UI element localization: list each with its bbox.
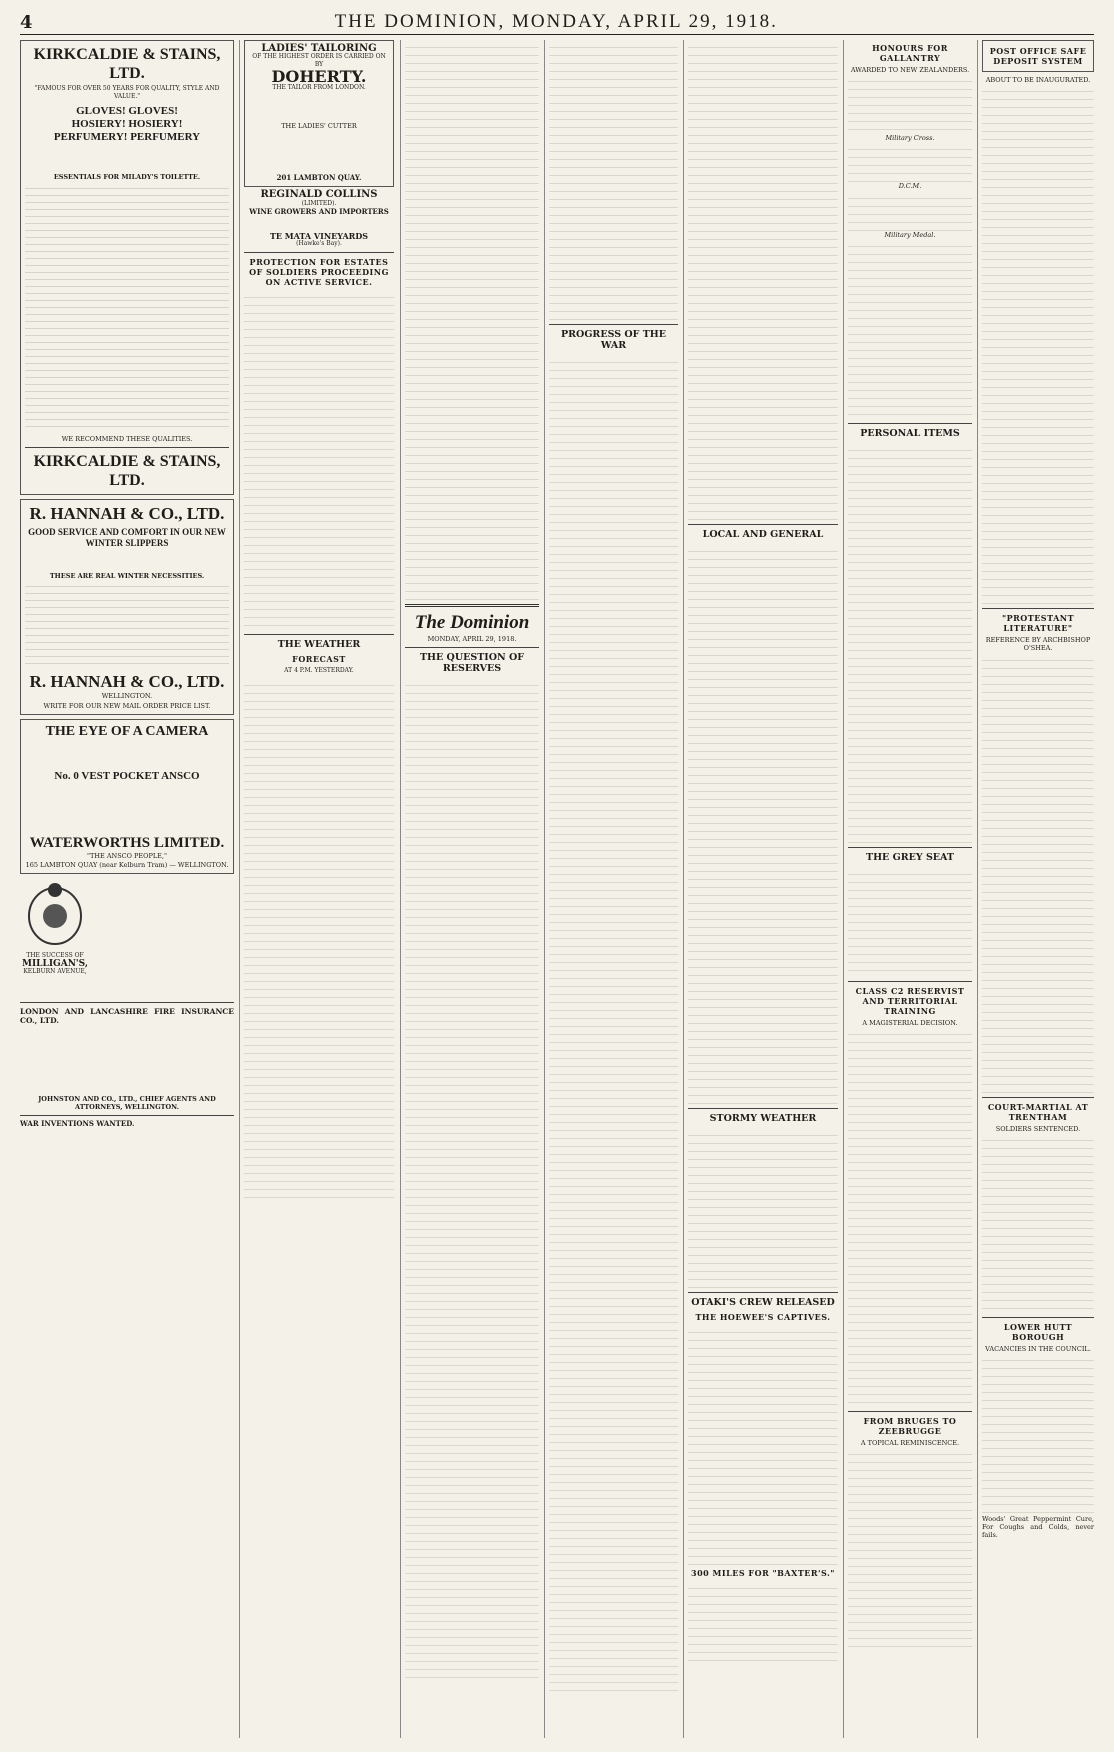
- bruges-head: FROM BRUGES TO ZEEBRUGGE: [863, 1416, 957, 1437]
- forecast-head: FORECAST: [292, 654, 346, 665]
- woods-ad: Woods' Great Peppermint Cure, For Coughs and Colds, never fails.: [982, 1515, 1094, 1540]
- doherty-sub: THE TAILOR FROM LONDON.: [272, 83, 366, 91]
- hannah-title: R. HANNAH & CO., LTD.: [29, 503, 225, 523]
- hannah-prices-head: THESE ARE REAL WINTER NECESSITIES.: [49, 571, 205, 580]
- topical-sub: A TOPICAL REMINISCENCE.: [860, 1439, 960, 1448]
- london-title: LONDON AND LANCASHIRE FIRE INSURANCE CO., LTD.: [20, 1006, 234, 1025]
- waterworths-ad: [20, 719, 234, 873]
- text-block: [688, 1128, 838, 1288]
- waterworths-sub: "THE ANSCO PEOPLE,": [87, 852, 167, 861]
- class-c2-head: CLASS C2 RESERVIST AND TERRITORIAL TRAINING: [855, 985, 965, 1016]
- reginald-title: REGINALD COLLINS: [260, 189, 378, 201]
- dominion-nameplate: The Dominion: [414, 612, 530, 633]
- progress-head: PROGRESS OF THE WAR: [561, 329, 666, 351]
- text-block: [982, 1353, 1094, 1513]
- text-block: [688, 1581, 838, 1661]
- column-rule: [400, 40, 401, 1738]
- kirkcaldie-perfumery: PERFUMERY! PERFUMERY: [53, 131, 201, 144]
- text-block: [20, 1025, 234, 1095]
- text-block: [549, 40, 678, 320]
- dcm: D.C.M.: [898, 182, 922, 191]
- text-block: [982, 1133, 1094, 1313]
- kirkcaldie-gloves: GLOVES! GLOVES!: [76, 105, 178, 118]
- reginald-ad: [244, 191, 394, 248]
- forecast-time: AT 4 P.M. YESTERDAY.: [284, 667, 354, 675]
- text-block: [848, 239, 972, 419]
- doherty-address: 201 LAMBTON QUAY.: [276, 173, 362, 183]
- editorial-date: MONDAY, APRIL 29, 1918.: [427, 635, 517, 643]
- honours-head: HONOURS FOR GALLANTRY: [872, 43, 948, 63]
- post-office-sub: ABOUT TO BE INAUGURATED.: [985, 76, 1091, 84]
- ladies-head: LADIES' TAILORING: [261, 43, 377, 54]
- stormy-head: STORMY WEATHER: [709, 1113, 817, 1124]
- local-head: LOCAL AND GENERAL: [702, 529, 824, 540]
- tehata: TE MATA VINEYARDS: [269, 231, 369, 242]
- hawkes-bay: (Hawke's Bay).: [296, 240, 342, 248]
- kirkcaldie-tagline: "FAMOUS FOR OVER 50 YEARS FOR QUALITY, STYLE AND VALUE.": [34, 85, 220, 101]
- masthead: [20, 10, 1094, 35]
- hannah-subtitle: GOOD SERVICE AND COMFORT IN OUR NEW WINTER SLIPPERS: [28, 526, 226, 548]
- text-block: [848, 867, 972, 977]
- text-block: [405, 678, 539, 1678]
- column-four: [549, 40, 678, 1742]
- war-inventions: WAR INVENTIONS WANTED.: [20, 1119, 135, 1129]
- ansco-title: No. 0 VEST POCKET ANSCO: [54, 770, 200, 783]
- column-seven: [982, 40, 1094, 1742]
- text-block: [688, 40, 838, 520]
- waterworths-title: WATERWORTHS LIMITED.: [29, 835, 225, 852]
- magisterial-sub: A MAGISTERIAL DECISION.: [862, 1018, 958, 1027]
- milligan-line-a: THE SUCCESS OF: [26, 952, 84, 960]
- text-block: [848, 1447, 972, 1647]
- kirkcaldie-ad: [20, 40, 234, 495]
- kirkcaldie-recommend: WE RECOMMEND THESE QUALITIES.: [61, 434, 193, 443]
- text-block: [94, 878, 234, 998]
- text-block: [25, 740, 229, 770]
- soldiers-sub: SOLDIERS SENTENCED.: [995, 1124, 1081, 1133]
- price-list: [25, 182, 229, 432]
- column-rule: [544, 40, 545, 1738]
- column-rule: [843, 40, 844, 1738]
- milligan-line-b: MILLIGAN'S,: [21, 959, 88, 970]
- newspaper-title: THE DOMINION, MONDAY, APRIL 29, 1918.: [334, 11, 778, 32]
- doherty-name: DOHERTY.: [271, 66, 367, 86]
- ladies-sub: OF THE HIGHEST ORDER IS CARRIED ON BY: [252, 53, 386, 69]
- hannah-ad: [20, 499, 234, 716]
- kirkcaldie-title-repeat: KIRKCALDIE & STAINS, LTD.: [33, 452, 221, 489]
- text-block: [405, 40, 539, 600]
- wine-growers: WINE GROWERS AND IMPORTERS: [249, 206, 389, 216]
- text-block: [249, 92, 389, 122]
- editorial-head: THE QUESTION OF RESERVES: [419, 652, 525, 675]
- reference-sub: REFERENCE BY ARCHBISHOP O'SHEA.: [985, 636, 1091, 653]
- text-block: [848, 142, 972, 182]
- hannah-title-repeat: R. HANNAH & CO., LTD.: [29, 672, 225, 692]
- text-block: [688, 544, 838, 1104]
- text-block: [25, 552, 229, 572]
- weather-head: THE WEATHER: [277, 639, 361, 651]
- vacancies-sub: VACANCIES IN THE COUNCIL.: [985, 1344, 1091, 1353]
- otaki-sub: THE HOEWEE'S CAPTIVES.: [695, 1312, 831, 1322]
- doherty-ad: [244, 40, 394, 187]
- hannah-city: WELLINGTON.: [101, 692, 153, 701]
- post-office-head: POST OFFICE SAFE DEPOSIT SYSTEM: [989, 46, 1087, 66]
- column-rule: [239, 40, 240, 1738]
- column-advertisements: [20, 40, 234, 1742]
- column-five: [688, 40, 838, 1742]
- london-agents: JOHNSTON AND CO., LTD., CHIEF AGENTS AND ATTORNEYS, WELLINGTON.: [38, 1094, 216, 1112]
- text-block: [244, 290, 394, 630]
- text-block: [25, 783, 229, 835]
- post-office-box: [982, 40, 1094, 72]
- column-six: [848, 40, 972, 1742]
- text-block: [688, 1325, 838, 1565]
- milligan-ad: [20, 878, 234, 998]
- column-two: [244, 40, 394, 1742]
- kirkcaldie-title: KIRKCALDIE & STAINS, LTD.: [33, 46, 221, 82]
- text-block: [244, 216, 394, 232]
- honours-sub: AWARDED TO NEW ZEALANDERS.: [850, 66, 970, 74]
- kirkcaldie-hosiery: HOSIERY! HOSIERY!: [71, 118, 183, 131]
- protestant-head: "PROTESTANT LITERATURE": [1001, 613, 1075, 634]
- otaki-head: OTAKI'S CREW RELEASED: [691, 1297, 835, 1308]
- military-cross: Military Cross.: [885, 134, 935, 143]
- military-medal: Military Medal.: [884, 230, 936, 239]
- text-block: [244, 678, 394, 1198]
- page-number: 4: [20, 11, 33, 33]
- baxter-head: 300 MILES FOR "BAXTER'S.": [691, 1568, 835, 1578]
- text-block: [848, 74, 972, 134]
- milligan-crest-icon: [20, 878, 90, 950]
- kirkcaldie-essentials: ESSENTIALS FOR MILADY'S TOILETTE.: [53, 173, 201, 182]
- ladies-cutter: THE LADIES' CUTTER: [281, 122, 357, 131]
- milligan-line-c: KELBURN AVENUE,: [23, 968, 87, 976]
- waterworths-address: 165 LAMBTON QUAY (near Kelburn Tram) — WELLINGTON.: [25, 860, 229, 869]
- reginald-sub: (LIMITED).: [301, 199, 337, 207]
- text-block: [982, 84, 1094, 604]
- column-rule: [683, 40, 684, 1738]
- court-martial-head: COURT-MARTIAL AT TRENTHAM: [987, 1101, 1089, 1122]
- text-block: [549, 355, 678, 1695]
- text-block: [982, 653, 1094, 1093]
- lower-hutt-head: LOWER HUTT BOROUGH: [1003, 1321, 1073, 1342]
- personal-head: PERSONAL ITEMS: [860, 427, 960, 439]
- column-three: [405, 40, 539, 1742]
- text-block: [848, 443, 972, 843]
- text-block: [848, 191, 972, 231]
- column-rule: [977, 40, 978, 1738]
- grey-seat-head: THE GREY SEAT: [866, 851, 954, 863]
- text-block: [25, 147, 229, 173]
- price-list: [25, 580, 229, 668]
- protection-head: PROTECTION FOR ESTATES OF SOLDIERS PROCEEDING ON ACTIVE SERVICE.: [249, 257, 389, 288]
- text-block: [848, 1027, 972, 1407]
- hannah-write: WRITE FOR OUR NEW MAIL ORDER PRICE LIST.: [43, 702, 211, 711]
- text-block: [249, 130, 389, 174]
- camera-title: THE EYE OF A CAMERA: [45, 724, 209, 740]
